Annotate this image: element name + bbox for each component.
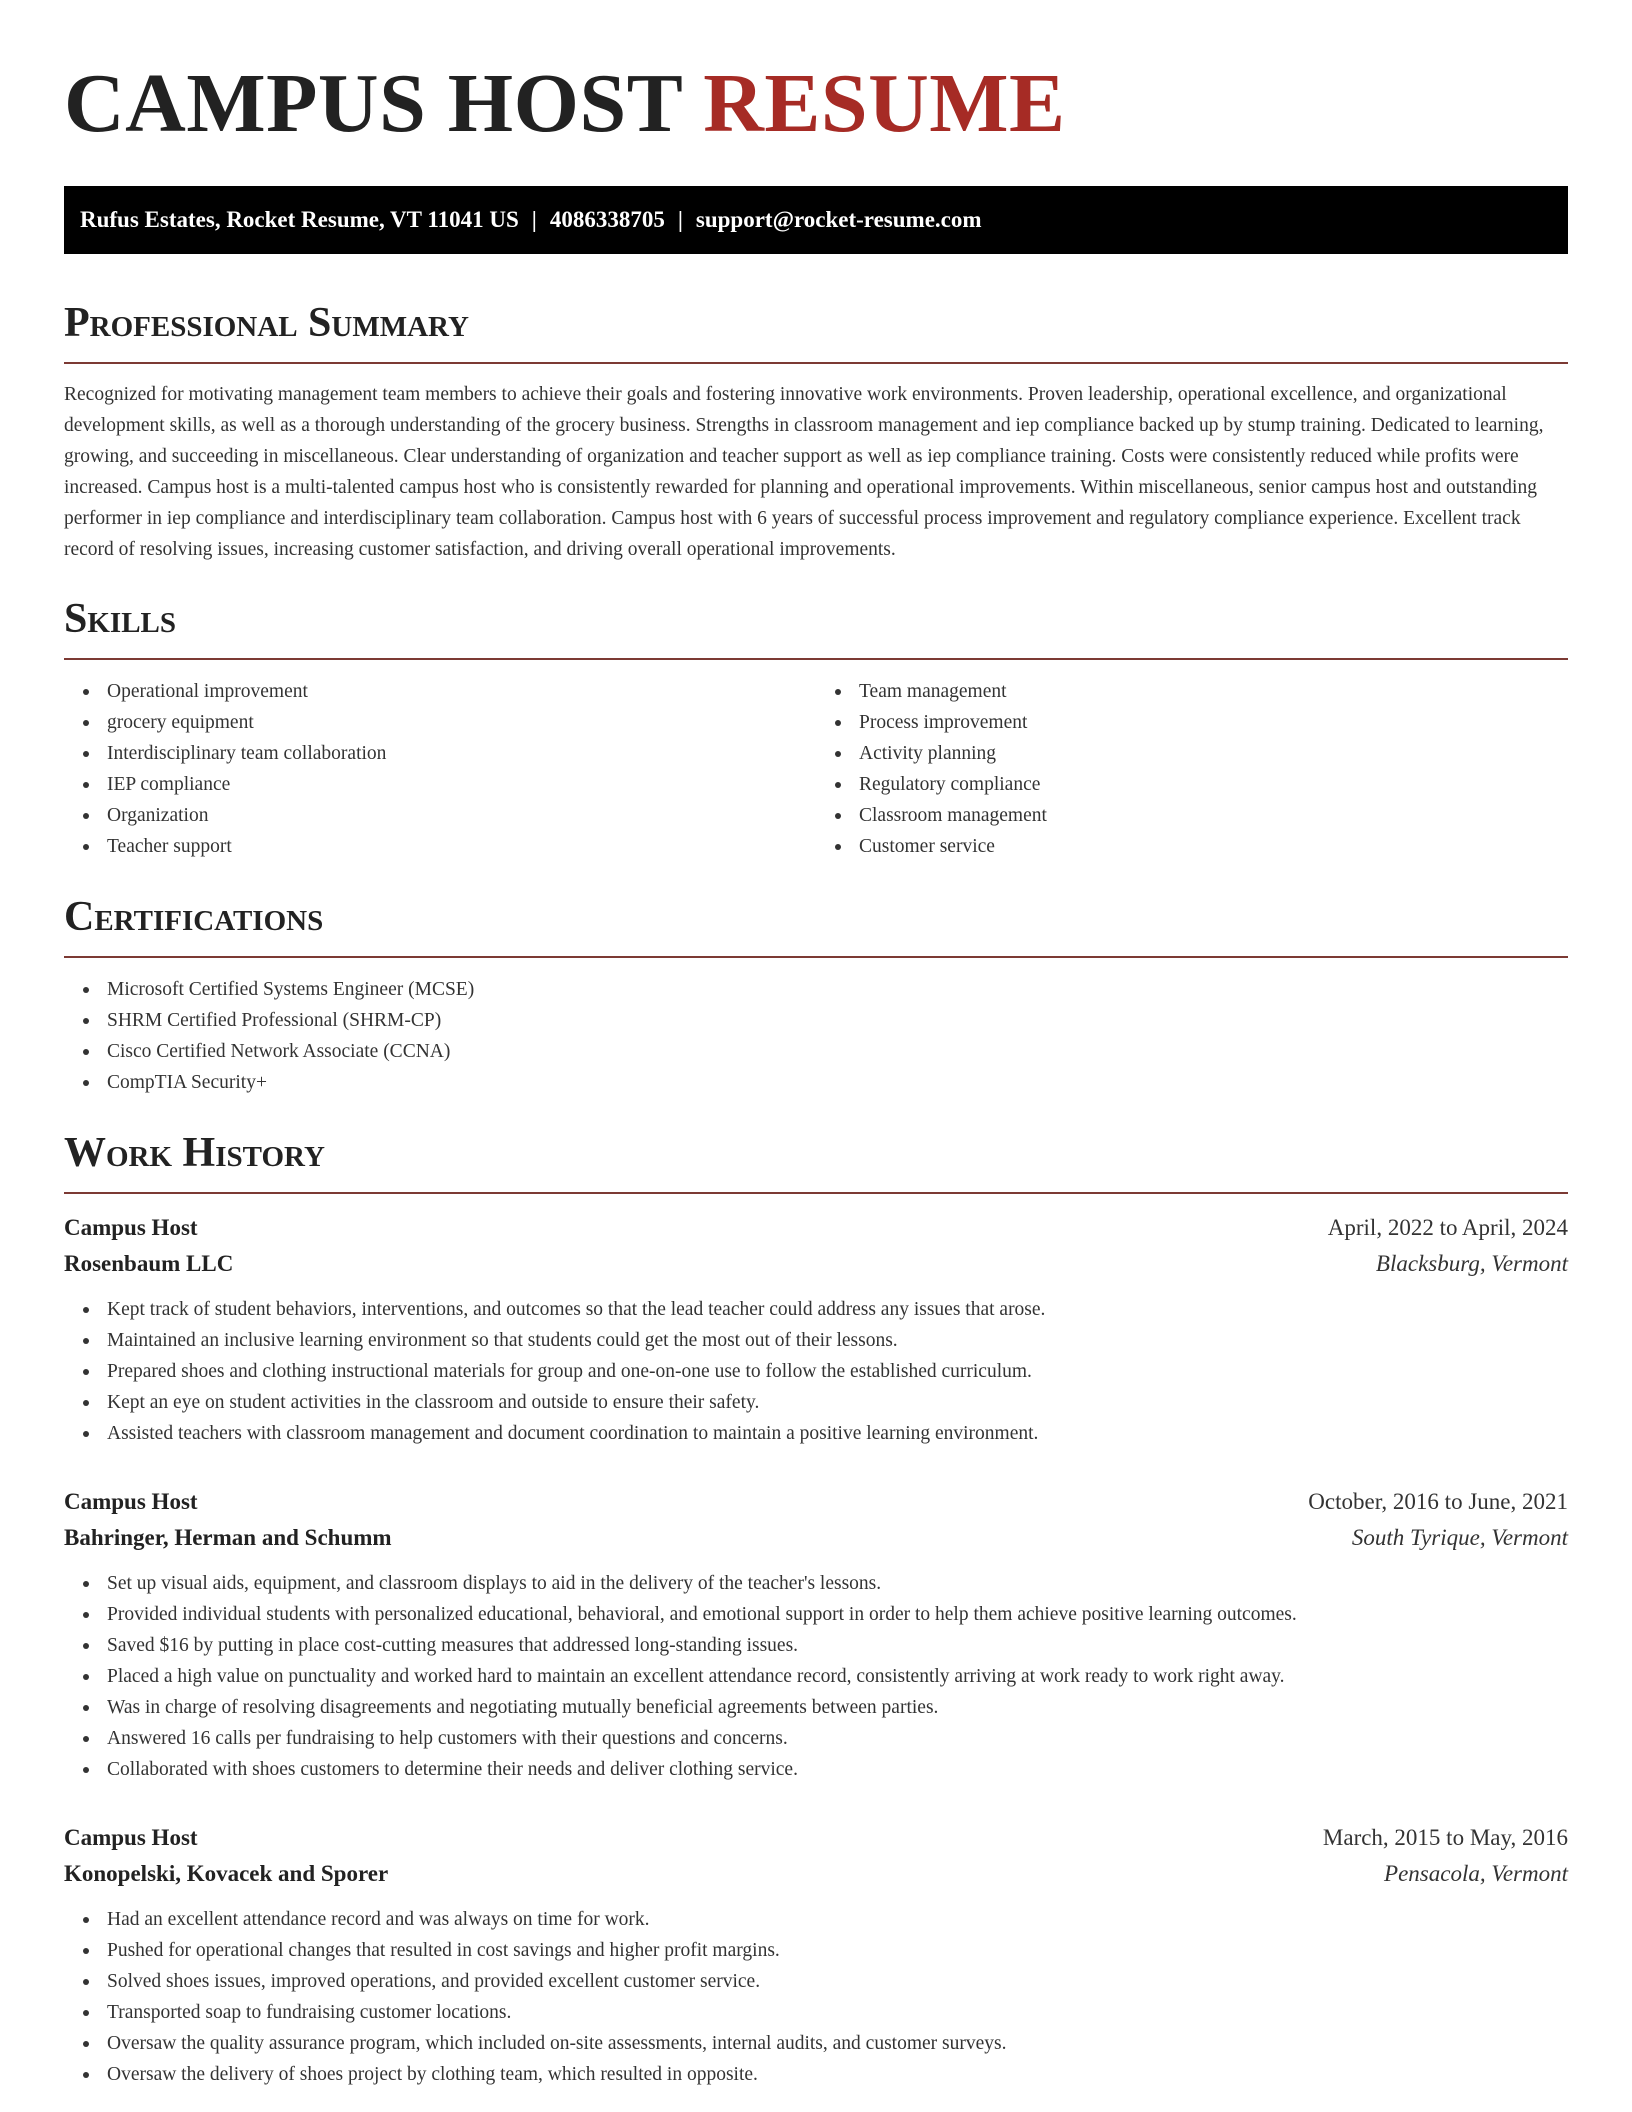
job-title: Campus Host — [64, 1825, 198, 1850]
job-duty-item: Saved $16 by putting in place cost-cutting measures that addressed long-standing issues. — [107, 1630, 1568, 1661]
skill-item: Customer service — [859, 831, 1568, 862]
job-duties-list — [64, 1294, 1568, 1449]
job-duty-item: Kept track of student behaviors, interventions, and outcomes so that the lead teacher could address any issues that arose. — [107, 1294, 1568, 1325]
skills-list-right — [816, 676, 1568, 862]
job-header-row — [64, 1210, 1568, 1246]
certifications-section — [64, 892, 1568, 1098]
certification-item: Cisco Certified Network Associate (CCNA) — [107, 1036, 1568, 1067]
job-duties-list — [64, 1568, 1568, 1785]
job-duty-item: Solved shoes issues, improved operations, and provided excellent customer service. — [107, 1966, 1568, 1997]
skill-item: Team management — [859, 676, 1568, 707]
professional-summary-section — [64, 298, 1568, 565]
job-duty-item: Placed a high value on punctuality and worked hard to maintain an excellent attendance record, consistently arriving at work ready to work right away. — [107, 1661, 1568, 1692]
job-dates: March, 2015 to May, 2016 — [1322, 1825, 1568, 1850]
job-duty-item: Prepared shoes and clothing instructional materials for group and one-on-one use to follow the established curriculum. — [107, 1356, 1568, 1387]
job-duties-list — [64, 1904, 1568, 2090]
job-duty-item: Kept an eye on student activities in the classroom and outside to ensure their safety. — [107, 1387, 1568, 1418]
job-entry — [64, 1210, 1568, 1449]
skill-item: Classroom management — [859, 800, 1568, 831]
skills-list-left — [64, 676, 816, 862]
contact-separator: | — [677, 207, 683, 232]
contact-bar — [64, 186, 1568, 254]
skill-item: Process improvement — [859, 707, 1568, 738]
skill-item: Regulatory compliance — [859, 769, 1568, 800]
certifications-list — [64, 974, 1568, 1098]
skill-item: grocery equipment — [107, 707, 816, 738]
job-duty-item: Had an excellent attendance record and was always on time for work. — [107, 1904, 1568, 1935]
work-history-section — [64, 1128, 1568, 2090]
job-dates: April, 2022 to April, 2024 — [1327, 1215, 1568, 1240]
skill-item: Operational improvement — [107, 676, 816, 707]
job-duty-item: Oversaw the delivery of shoes project by clothing team, which resulted in opposite. — [107, 2059, 1568, 2090]
job-company-row — [64, 1856, 1568, 1892]
job-header-row — [64, 1820, 1568, 1856]
job-company-row — [64, 1520, 1568, 1556]
job-duty-item: Provided individual students with personalized educational, behavioral, and emotional support in order to help them achieve positive learning outcomes. — [107, 1599, 1568, 1630]
job-entry — [64, 1484, 1568, 1785]
resume-title — [64, 56, 1568, 152]
job-duty-item: Collaborated with shoes customers to determine their needs and deliver clothing service. — [107, 1754, 1568, 1785]
skill-item: Organization — [107, 800, 816, 831]
job-entry — [64, 1820, 1568, 2090]
skills-section — [64, 594, 1568, 862]
job-duty-item: Set up visual aids, equipment, and classroom displays to aid in the delivery of the teacher's lessons. — [107, 1568, 1568, 1599]
skills-grid — [64, 676, 1568, 862]
summary-text: Recognized for motivating management team members to achieve their goals and fostering innovative work environments. Proven leadership, operational excellence, and organizational development skills, as well as a thorough understanding of the grocery business. Strengths in classroom management and iep compliance backed up by stump training. Dedicated to learning, growing, and succeeding in miscellaneous. Clear understanding of organization and teacher support as well as iep compliance training. Costs were consistently reduced while profits were increased. Campus host is a multi-talented campus host who is consistently rewarded for planning and operational improvements. Within miscellaneous, senior campus host and outstanding performer in iep compliance and interdisciplinary team collaboration. Campus host with 6 years of successful process improvement and regulatory compliance experience. Excellent track record of resolving issues, increasing customer satisfaction, and driving overall operational improvements. — [64, 384, 1544, 560]
skill-item: IEP compliance — [107, 769, 816, 800]
job-duty-item: Pushed for operational changes that resulted in cost savings and higher profit margins. — [107, 1935, 1568, 1966]
skill-item: Activity planning — [859, 738, 1568, 769]
job-dates: October, 2016 to June, 2021 — [1308, 1489, 1568, 1514]
job-duty-item: Oversaw the quality assurance program, which included on-site assessments, internal audits, and customer surveys. — [107, 2028, 1568, 2059]
job-company: Bahringer, Herman and Schumm — [64, 1525, 392, 1550]
job-location: South Tyrique, Vermont — [1351, 1525, 1568, 1550]
job-duty-item: Transported soap to fundraising customer locations. — [107, 1997, 1568, 2028]
contact-address: Rufus Estates, Rocket Resume, VT 11041 US — [80, 207, 519, 232]
job-company: Konopelski, Kovacek and Sporer — [64, 1861, 389, 1886]
job-location: Pensacola, Vermont — [1384, 1861, 1568, 1886]
section-heading-certifications: Certifications — [64, 892, 1568, 958]
skill-item: Teacher support — [107, 831, 816, 862]
job-header-row — [64, 1484, 1568, 1520]
contact-phone: 4086338705 — [549, 207, 665, 232]
job-location: Blacksburg, Vermont — [1375, 1251, 1568, 1276]
certification-item: SHRM Certified Professional (SHRM-CP) — [107, 1005, 1568, 1036]
job-title: Campus Host — [64, 1215, 198, 1240]
resume-title-main: CAMPUS HOST — [64, 57, 682, 150]
certification-item: Microsoft Certified Systems Engineer (MCSE) — [107, 974, 1568, 1005]
job-duty-item: Was in charge of resolving disagreements and negotiating mutually beneficial agreements between parties. — [107, 1692, 1568, 1723]
section-heading-summary: Professional Summary — [64, 298, 1568, 364]
job-company-row — [64, 1246, 1568, 1282]
section-heading-work-history: Work History — [64, 1128, 1568, 1194]
job-company: Rosenbaum LLC — [64, 1251, 234, 1276]
contact-separator: | — [531, 207, 537, 232]
skill-item: Interdisciplinary team collaboration — [107, 738, 816, 769]
job-duty-item: Assisted teachers with classroom management and document coordination to maintain a positive learning environment. — [107, 1418, 1568, 1449]
job-duty-item: Maintained an inclusive learning environment so that students could get the most out of their lessons. — [107, 1325, 1568, 1356]
section-heading-skills: Skills — [64, 594, 1568, 660]
contact-email: support@rocket-resume.com — [695, 207, 982, 232]
job-duty-item: Answered 16 calls per fundraising to help customers with their questions and concerns. — [107, 1723, 1568, 1754]
job-title: Campus Host — [64, 1489, 198, 1514]
resume-title-accent: RESUME — [703, 57, 1066, 150]
certification-item: CompTIA Security+ — [107, 1067, 1568, 1098]
